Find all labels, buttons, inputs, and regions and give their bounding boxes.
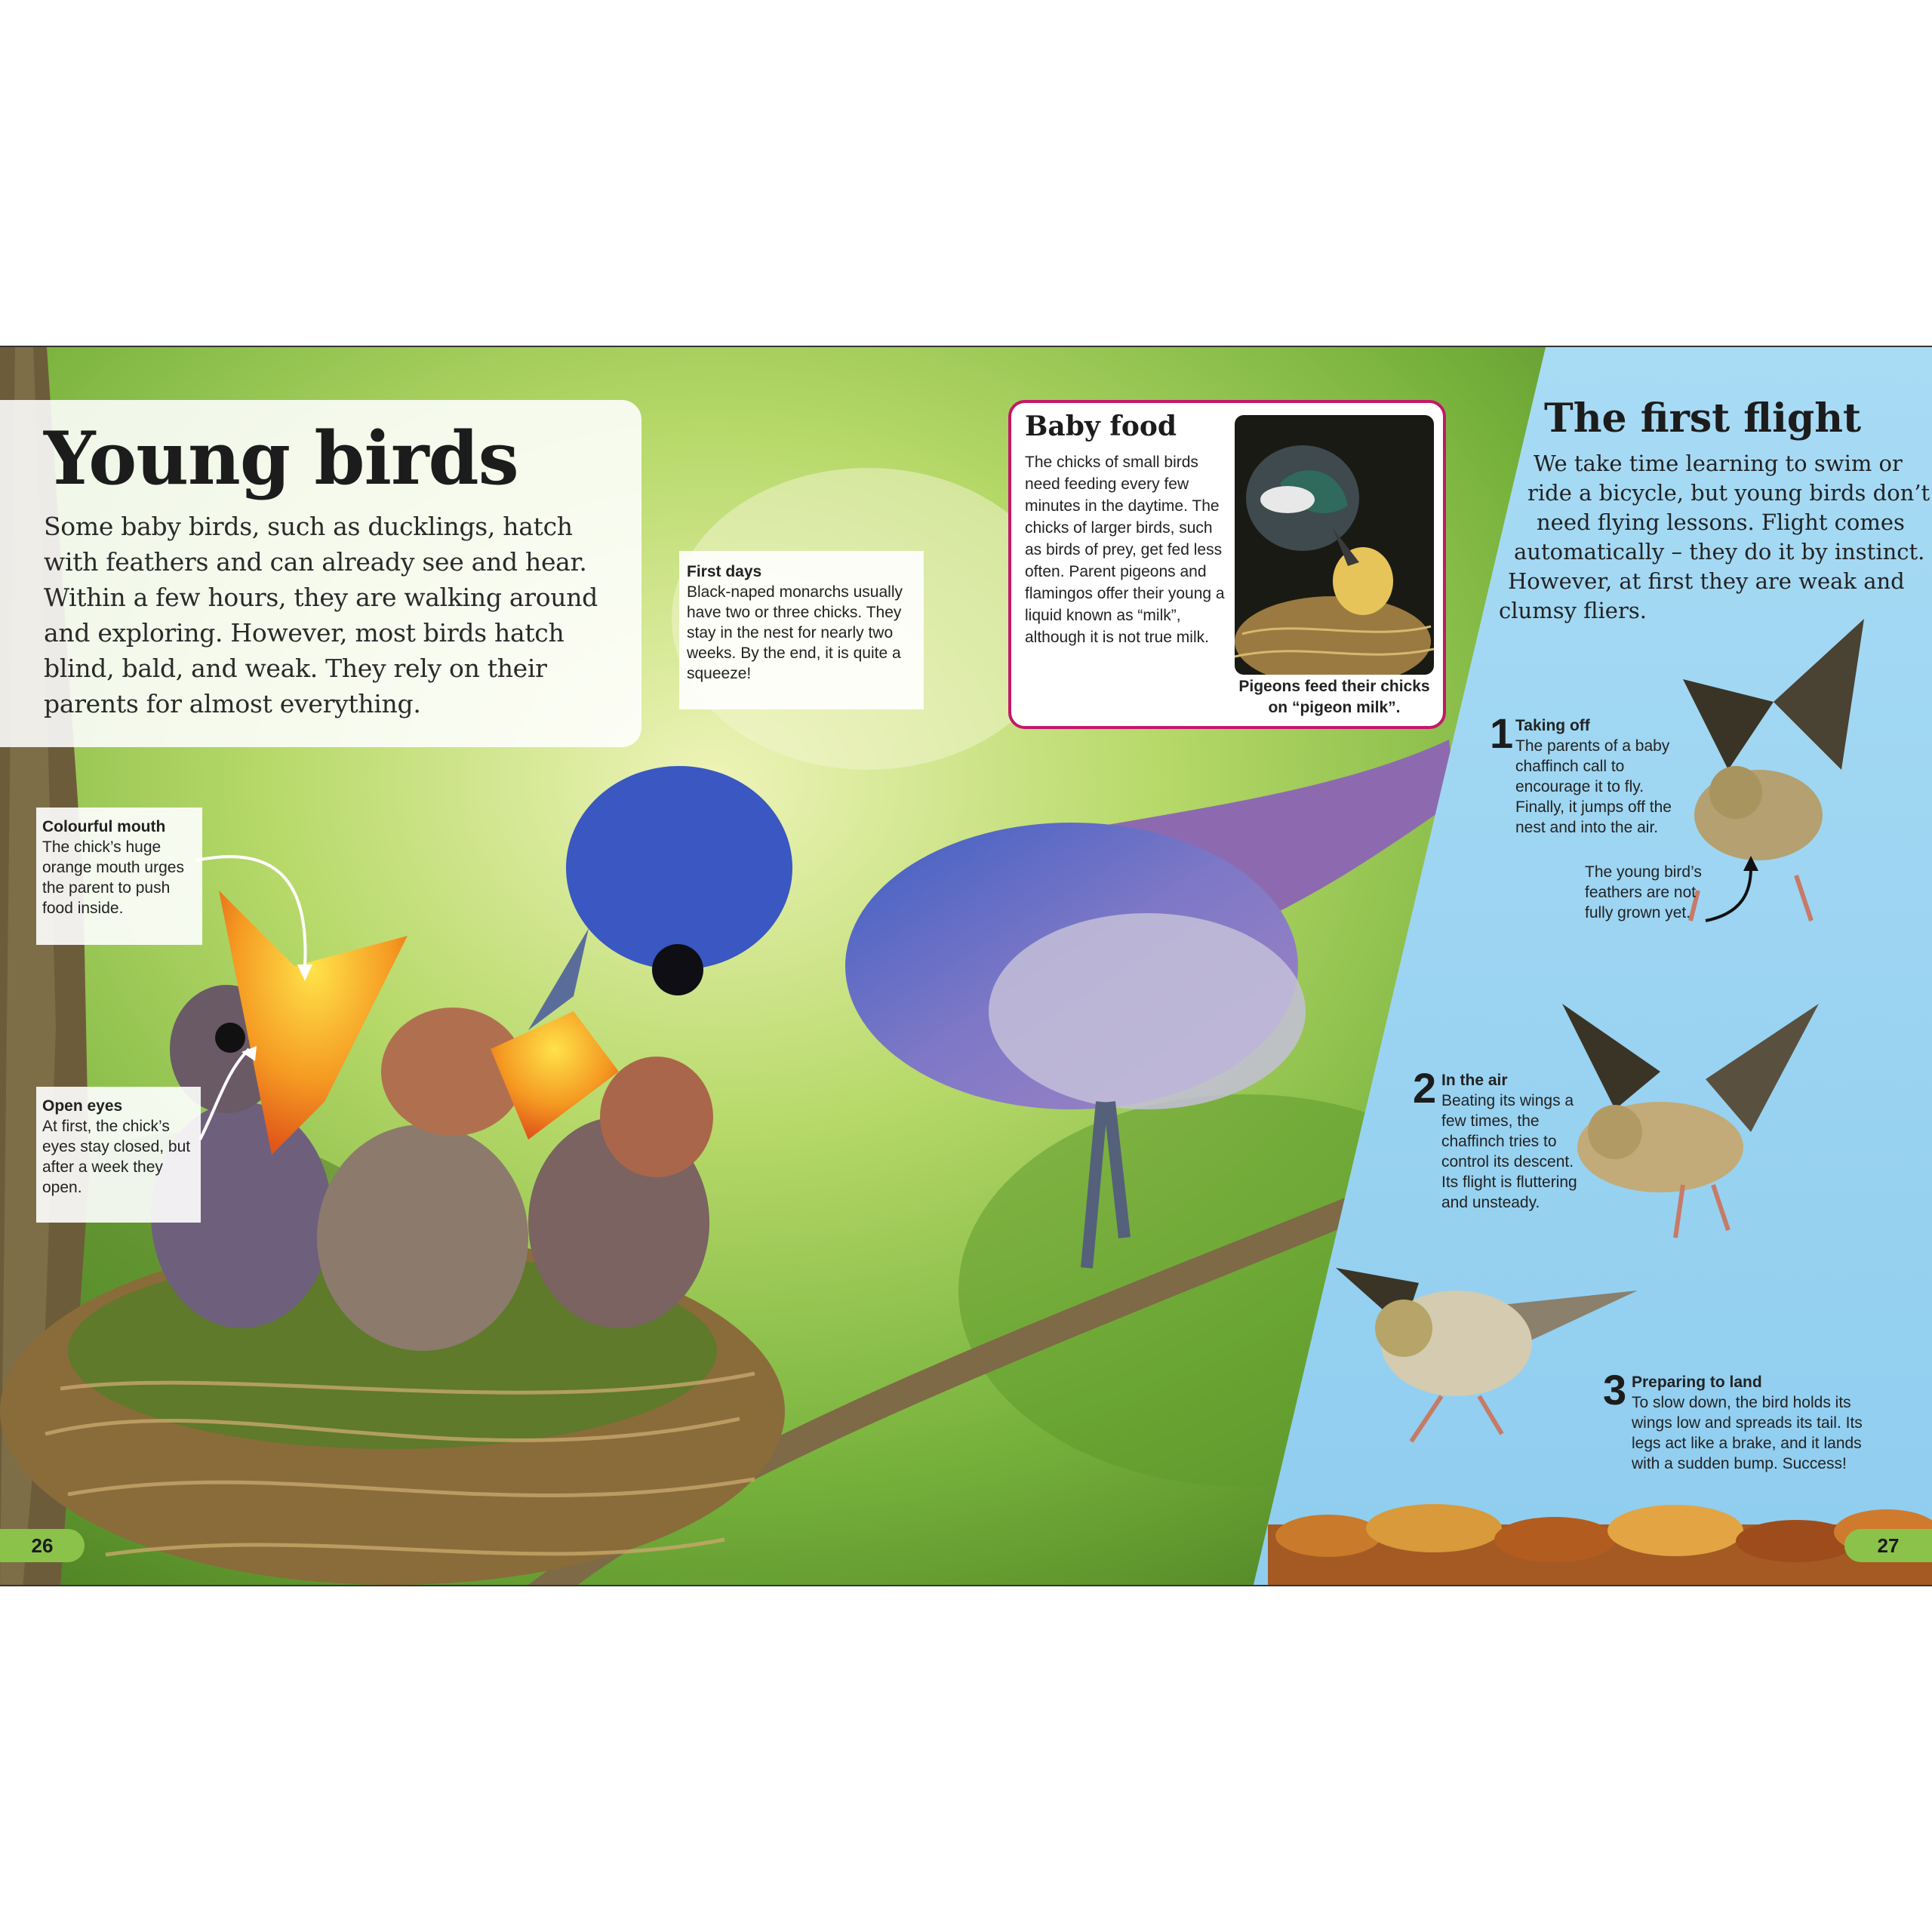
step-3-heading: Preparing to land [1632,1374,1762,1391]
step-3-text: To slow down, the bird holds its wings low and spreads its tail. Its legs act like a brake, and it lands with a sudden bump. Success! [1632,1394,1863,1472]
first-flight-intro-line-1: We take time learning to swim or [1534,451,1903,476]
baby-food-text: The chicks of small birds need feeding every few minutes in the daytime. The chicks of larger birds, such as birds of prey, get fed less often. Parent pigeons and flamingos offer their young a liquid known as “milk”, although it is not true milk. [1025,454,1225,646]
first-days-heading: First days [687,563,762,580]
feathers-note: The young bird’s feathers are not fully grown yet. [1585,863,1702,921]
page-title: Young birds [44,416,518,501]
first-flight-title: The first flight [1544,395,1862,441]
colourful-mouth-text: The chick’s huge orange mouth urges the parent to push food inside. [42,838,184,917]
first-flight-intro-line-3: need flying lessons. Flight comes [1537,509,1905,535]
open-eyes-caption [36,1087,201,1223]
first-flight-intro-line-6: clumsy fliers. [1499,598,1647,623]
first-days-caption [679,551,924,709]
pigeon-photo [1235,415,1434,675]
step-1-number: 1 [1490,709,1514,757]
pigeon-photo-caption: Pigeons feed their chicks on “pigeon milk”. [1238,678,1430,716]
colourful-mouth-caption [36,808,202,945]
step-1-heading: Taking off [1515,717,1590,734]
page-number-left: 26 [0,1529,85,1562]
intro-paragraph: Some baby birds, such as ducklings, hatch with feathers and can already see and hear. Within a few hours, they are walking around and exploring. However, most birds hatch blind, bald, and weak. They rely on their parents for almost everything. [44,512,598,718]
step-2-number: 2 [1413,1064,1437,1112]
title-panel [0,400,641,747]
step-in-the-air [1413,1064,1586,1213]
first-flight-intro-line-5: However, at first they are weak and [1508,568,1905,594]
book-spread [0,346,1932,1586]
baby-food-box [1008,400,1446,729]
step-1-text: The parents of a baby chaffinch call to encourage it to fly. Finally, it jumps off the nest and into the air. [1515,737,1672,836]
baby-food-heading: Baby food [1025,411,1177,442]
open-eyes-heading: Open eyes [42,1097,123,1115]
first-flight-intro-line-4: automatically – they do it by instinct. [1514,539,1925,565]
step-2-text: Beating its wings a few times, the chaffinch tries to control its descent. Its flight is fluttering and unsteady. [1441,1092,1577,1211]
step-2-heading: In the air [1441,1072,1508,1089]
first-days-text: Black-naped monarchs usually have two or three chicks. They stay in the nest for nearly two weeks. By the end, it is quite a squeeze! [687,583,903,682]
step-preparing-to-land [1603,1366,1875,1474]
page-number-right: 27 [1844,1529,1932,1562]
step-3-number: 3 [1603,1366,1627,1414]
step-taking-off [1490,709,1694,838]
open-eyes-text: At first, the chick’s eyes stay closed, but after a week they open. [42,1118,191,1196]
first-flight-intro-line-2: ride a bicycle, but young birds don’t [1527,480,1930,506]
colourful-mouth-heading: Colourful mouth [42,818,166,835]
